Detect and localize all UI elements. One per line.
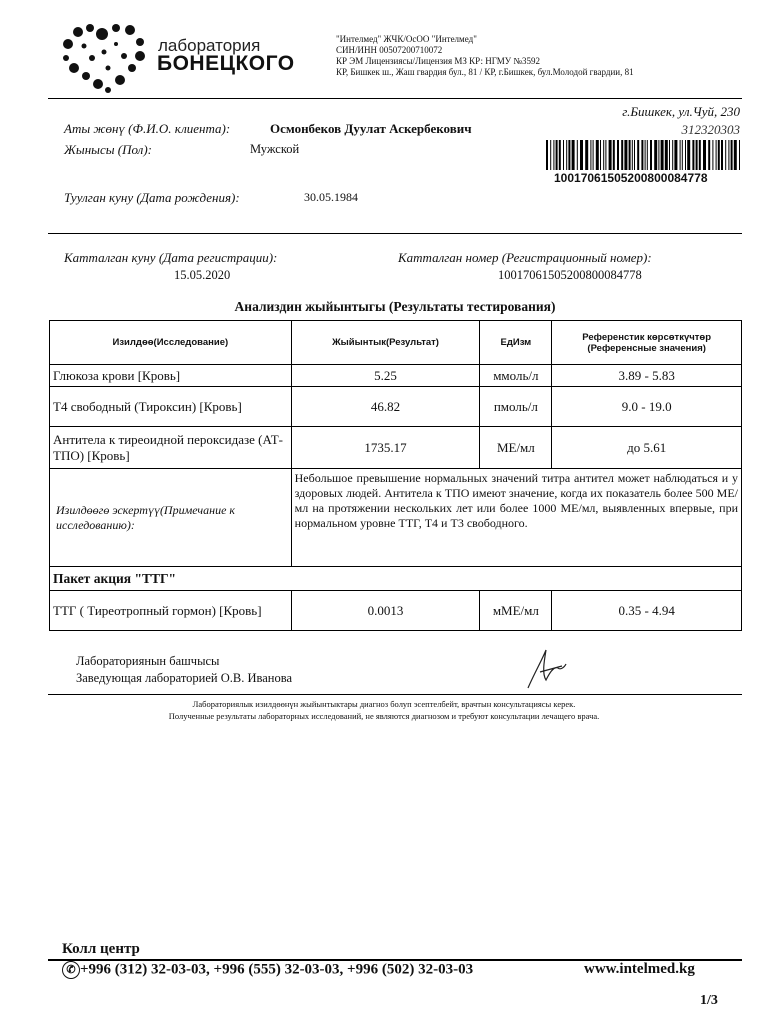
barcode-bar [585, 140, 588, 170]
barcode-bar [654, 140, 657, 170]
org-line: СИН/ИНН 00507200710072 [336, 45, 443, 55]
barcode [546, 140, 742, 170]
barcode-number: 10017061505200800084778 [554, 171, 708, 185]
results-table [49, 320, 742, 631]
logo-line1: лаборатория [158, 36, 261, 55]
barcode-bar [550, 140, 551, 170]
barcode-bar [696, 140, 698, 170]
col-header-ref: Референстик көрсөткүчтөр (Референсные значения) [552, 321, 742, 365]
test-ref: 9.0 - 19.0 [552, 387, 742, 427]
barcode-icon [546, 140, 742, 170]
barcode-bar [674, 140, 677, 170]
disclaimer-ru: Полученные результаты лабораторных исследований, не являются диагнозом и требуют консультации лечащего врача. [168, 711, 600, 721]
barcode-bar [721, 140, 723, 170]
note-row [50, 469, 742, 567]
barcode-bar [593, 140, 594, 170]
table-row [50, 365, 742, 387]
header-divider [48, 98, 742, 99]
signature [520, 644, 570, 692]
lab-head-name: Заведующая лабораторией О.В. Иванова [76, 671, 293, 685]
table-row [50, 387, 742, 427]
barcode-bar [613, 140, 615, 170]
barcode-bar [708, 140, 710, 170]
phone-icon: ✆ [62, 961, 80, 979]
barcode-bar [568, 140, 570, 170]
barcode-bar [672, 140, 673, 170]
test-name: ТТГ ( Тиреотропный гормон) [Кровь] [50, 591, 292, 631]
note-text: Небольшое превышение нормальных значений титра антител может наблюдаться и у здоровых людей. Антитела к ТПО имеют значение, когда их показатель более 500 МЕ/мл на протяжении нескольких лет или более 1000 МЕ/мл, выявленных впервые, при нормальном уровне ТТГ, Т4 и Т3 свободного. [291, 469, 741, 567]
barcode-bar [739, 140, 740, 170]
results-title: Анализдин жыйынтыгы (Результаты тестирования) [234, 299, 556, 314]
barcode-bar [728, 140, 729, 170]
col-header-unit: ЕдИзм [480, 321, 552, 365]
org-line: КР ЭМ Лицензиясы/Лицензия МЗ КР: НГМУ №3592 [336, 56, 541, 66]
barcode-bar [647, 140, 648, 170]
patient-dob-label: Туулган куну (Дата рождения): [64, 190, 240, 205]
barcode-bar [641, 140, 643, 170]
table-header-row [50, 321, 742, 365]
reg-date: 15.05.2020 [174, 268, 231, 282]
barcode-bar [632, 140, 633, 170]
logo-line2: БОНЕЦКОГО [157, 52, 295, 75]
lab-head-label: Лабораториянын башчысы [76, 654, 220, 668]
barcode-bar [617, 140, 619, 170]
barcode-bar [687, 140, 690, 170]
page-number: 1/3 [700, 993, 718, 1008]
barcode-bar [603, 140, 604, 170]
patient-sex-label: Жынысы (Пол): [64, 142, 153, 157]
test-ref: 3.89 - 5.83 [552, 365, 742, 387]
test-result: 1735.17 [291, 427, 480, 469]
org-line: КР, Бишкек ш., Жаш гвардия бул., 81 / КР, г.Бишкек, бул.Молодой гвардии, 81 [336, 67, 634, 77]
barcode-bar [692, 140, 694, 170]
disclaimer-kg: Лабораториялык изилдөөнүн жыйынтыктары диагноз болуп эсептелбейт, врачтын консультациясы керек. [192, 699, 576, 709]
test-name: Антитела к тиреоидной пероксидазе (АТ-ТПО) [Кровь] [50, 427, 292, 469]
barcode-bar [703, 140, 706, 170]
footer-contacts [62, 961, 473, 979]
barcode-bar [624, 140, 627, 170]
patient-name: Осмонбеков Дуулат Аскербекович [270, 121, 472, 136]
barcode-bar [590, 140, 591, 170]
package-row [50, 567, 742, 591]
col-header-result: Жыйынтык(Результат) [291, 321, 480, 365]
patient-divider [48, 233, 742, 234]
disclaimer-divider [48, 694, 742, 695]
barcode-bar [682, 140, 683, 170]
barcode-bar [669, 140, 670, 170]
test-unit: ммоль/л [480, 365, 552, 387]
col-header-test: Изилдөө(Исследование) [50, 321, 292, 365]
test-result: 0.0013 [291, 591, 480, 631]
table-row [50, 427, 742, 469]
website-link[interactable]: www.intelmed.kg [584, 961, 695, 977]
test-ref: 0.35 - 4.94 [552, 591, 742, 631]
branch-code: 312320303 [681, 122, 740, 137]
reg-number-label: Катталган номер (Регистрационный номер): [398, 250, 652, 265]
barcode-bar [621, 140, 623, 170]
test-unit: мМЕ/мл [480, 591, 552, 631]
barcode-bar [556, 140, 558, 170]
barcode-bar [725, 140, 726, 170]
package-title: Пакет акция "ТТГ" [50, 567, 742, 591]
test-unit: МЕ/мл [480, 427, 552, 469]
barcode-bar [605, 140, 606, 170]
heart-dots-logo-icon [60, 22, 150, 94]
barcode-bar [734, 140, 737, 170]
barcode-bar [650, 140, 652, 170]
phone-numbers: +996 (312) 32-03-03, +996 (555) 32-03-03, +996 (502) 32-03-03 [80, 961, 474, 978]
barcode-bar [580, 140, 583, 170]
barcode-bar [680, 140, 681, 170]
barcode-bar [577, 140, 578, 170]
barcode-bar [559, 140, 561, 170]
table-row [50, 591, 742, 631]
barcode-bar [634, 140, 635, 170]
signature-icon [520, 644, 570, 692]
barcode-bar [716, 140, 717, 170]
patient-sex: Мужской [250, 142, 300, 156]
test-name: Глюкоза крови [Кровь] [50, 365, 292, 387]
org-line: "Интелмед" ЖЧК/ОсОО "Интелмед" [336, 34, 477, 44]
barcode-bar [629, 140, 631, 170]
barcode-bar [563, 140, 564, 170]
barcode-bar [596, 140, 599, 170]
test-name: T4 свободный (Тироксин) [Кровь] [50, 387, 292, 427]
reg-date-label: Катталган куну (Дата регистрации): [64, 250, 278, 265]
barcode-bar [600, 140, 601, 170]
test-result: 5.25 [291, 365, 480, 387]
call-center-label: Колл центр [62, 941, 140, 957]
barcode-bar [718, 140, 720, 170]
barcode-bar [665, 140, 668, 170]
reg-number: 10017061505200800084778 [498, 268, 642, 282]
barcode-bar [731, 140, 733, 170]
test-unit: пмоль/л [480, 387, 552, 427]
barcode-bar [566, 140, 567, 170]
barcode-bar [645, 140, 646, 170]
barcode-bar [661, 140, 664, 170]
barcode-bar [637, 140, 639, 170]
barcode-bar [699, 140, 701, 170]
note-label: Изилдөөгө эскертүү(Примечание к исследованию): [50, 469, 292, 567]
test-ref: до 5.61 [552, 427, 742, 469]
barcode-bar [658, 140, 659, 170]
patient-dob: 30.05.1984 [304, 190, 358, 204]
barcode-bar [609, 140, 612, 170]
barcode-bar [685, 140, 686, 170]
barcode-bar [546, 140, 548, 170]
test-result: 46.82 [291, 387, 480, 427]
lab-logo [60, 22, 150, 94]
barcode-bar [572, 140, 575, 170]
barcode-bar [553, 140, 554, 170]
barcode-bar [712, 140, 713, 170]
org-info [336, 34, 634, 78]
patient-name-label: Аты жөнү (Ф.И.О. клиента): [64, 121, 231, 136]
branch-address: г.Бишкек, ул.Чуй, 230 [622, 104, 740, 119]
